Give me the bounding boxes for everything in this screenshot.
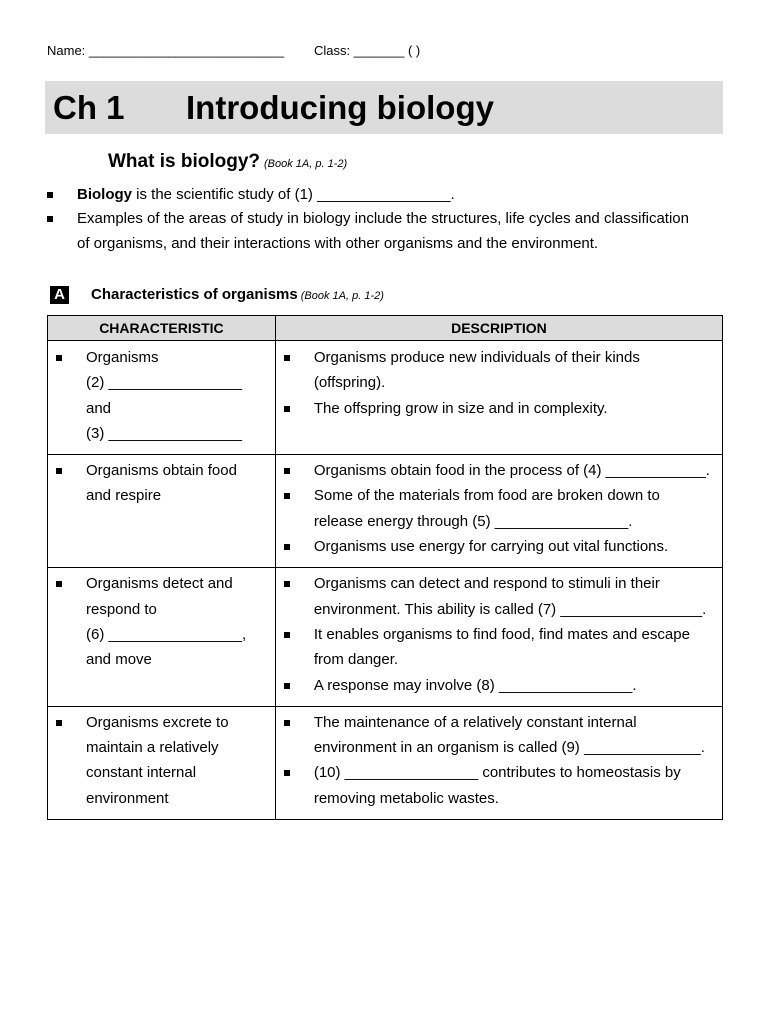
cell-line: It enables organisms to find food, find mates and escape xyxy=(313,625,690,643)
section-heading-what-is-biology xyxy=(108,151,347,173)
cell-line: The offspring grow in size and in complexity. xyxy=(313,399,608,417)
section-letter-badge: A xyxy=(50,286,69,304)
bullet-square-icon xyxy=(56,355,62,361)
bullet-square-icon xyxy=(284,720,290,726)
intro-bullet-1 xyxy=(47,182,717,207)
cell-line: Organisms can detect and respond to stimuli in their xyxy=(313,575,660,593)
cell-line: Organisms obtain food xyxy=(86,462,237,480)
definition-text: is the scientific study of (1) ________________. xyxy=(132,186,455,203)
characteristic-cell xyxy=(48,568,276,706)
table-row xyxy=(48,568,723,706)
characteristics-table xyxy=(47,315,723,820)
table-row xyxy=(48,455,723,568)
cell-line: environment. This ability is called (7) _________________. xyxy=(313,600,707,618)
cell-line: environment xyxy=(86,789,169,807)
cell-line: (2) ________________ and xyxy=(86,374,242,417)
cell-line: from danger. xyxy=(313,651,399,669)
table-row xyxy=(48,341,723,455)
characteristic-cell xyxy=(48,341,276,455)
bullet-square-icon xyxy=(284,683,290,689)
description-cell xyxy=(275,455,722,568)
cell-line: and move xyxy=(86,651,152,669)
cell-line: (10) ________________ contributes to homeostasis by xyxy=(313,764,681,782)
description-cell xyxy=(275,568,722,706)
cell-line: The maintenance of a relatively constant internal xyxy=(313,713,637,731)
column-header-description: DESCRIPTION xyxy=(275,316,722,341)
bullet-square-icon xyxy=(47,216,53,222)
cell-line: (6) ________________, xyxy=(86,625,247,643)
cell-line: release energy through (5) ________________. xyxy=(313,512,633,530)
cell-line: removing metabolic wastes. xyxy=(313,789,499,807)
cell-line: constant internal xyxy=(86,764,197,782)
bullet-square-icon xyxy=(47,192,53,198)
bullet-square-icon xyxy=(284,770,290,776)
student-info-line xyxy=(47,43,421,58)
cell-line: and respire xyxy=(86,487,162,505)
bullet-square-icon xyxy=(284,493,290,499)
class-field[interactable]: Class: _______ ( ) xyxy=(314,43,421,58)
cell-line: Organisms use energy for carrying out vital functions. xyxy=(313,538,669,556)
chapter-number: Ch 1 xyxy=(53,89,125,126)
bullet-square-icon xyxy=(284,468,290,474)
description-cell xyxy=(275,341,722,455)
section-title: Characteristics of organisms xyxy=(91,286,298,303)
cell-line: respond to xyxy=(86,600,157,618)
cell-line: Organisms excrete to xyxy=(86,713,229,731)
bullet-square-icon xyxy=(284,355,290,361)
section-title: What is biology? xyxy=(108,151,260,172)
chapter-title: Introducing biology xyxy=(186,89,494,126)
table-row xyxy=(48,706,723,819)
cell-line: Organisms detect and xyxy=(86,575,233,593)
bullet-square-icon xyxy=(284,544,290,550)
term-biology: Biology xyxy=(77,186,132,203)
cell-line: (3) ________________ xyxy=(86,424,242,442)
bullet-line: Examples of the areas of study in biology include the structures, life cycles and classification xyxy=(77,210,689,227)
cell-line: Organisms obtain food in the process of (4) ____________. xyxy=(313,462,710,480)
bullet-square-icon xyxy=(56,581,62,587)
cell-line: Some of the materials from food are broken down to xyxy=(313,487,660,505)
cell-line: Organisms xyxy=(86,349,159,366)
cell-line: A response may involve (8) ________________. xyxy=(313,676,637,694)
book-reference: (Book 1A, p. 1-2) xyxy=(264,158,348,170)
section-a-heading xyxy=(50,286,384,304)
bullet-square-icon xyxy=(56,720,62,726)
cell-line: (offspring). xyxy=(313,374,386,392)
intro-bullet-2 xyxy=(47,206,717,256)
characteristic-cell xyxy=(48,455,276,568)
book-reference: (Book 1A, p. 1-2) xyxy=(300,290,384,302)
table-header-row xyxy=(48,316,723,341)
cell-line: Organisms produce new individuals of their kinds xyxy=(313,349,640,366)
column-header-characteristic: CHARACTERISTIC xyxy=(48,316,276,341)
characteristic-cell xyxy=(48,706,276,819)
bullet-square-icon xyxy=(56,468,62,474)
cell-line: environment in an organism is called (9) ______________. xyxy=(313,739,705,757)
bullet-line: of organisms, and their interactions with other organisms and the environment. xyxy=(77,235,599,252)
cell-line: maintain a relatively xyxy=(86,739,219,757)
bullet-square-icon xyxy=(284,581,290,587)
description-cell xyxy=(275,706,722,819)
chapter-banner xyxy=(45,81,723,134)
name-field[interactable]: Name: ___________________________ xyxy=(47,43,285,58)
bullet-square-icon xyxy=(284,406,290,412)
bullet-square-icon xyxy=(284,632,290,638)
